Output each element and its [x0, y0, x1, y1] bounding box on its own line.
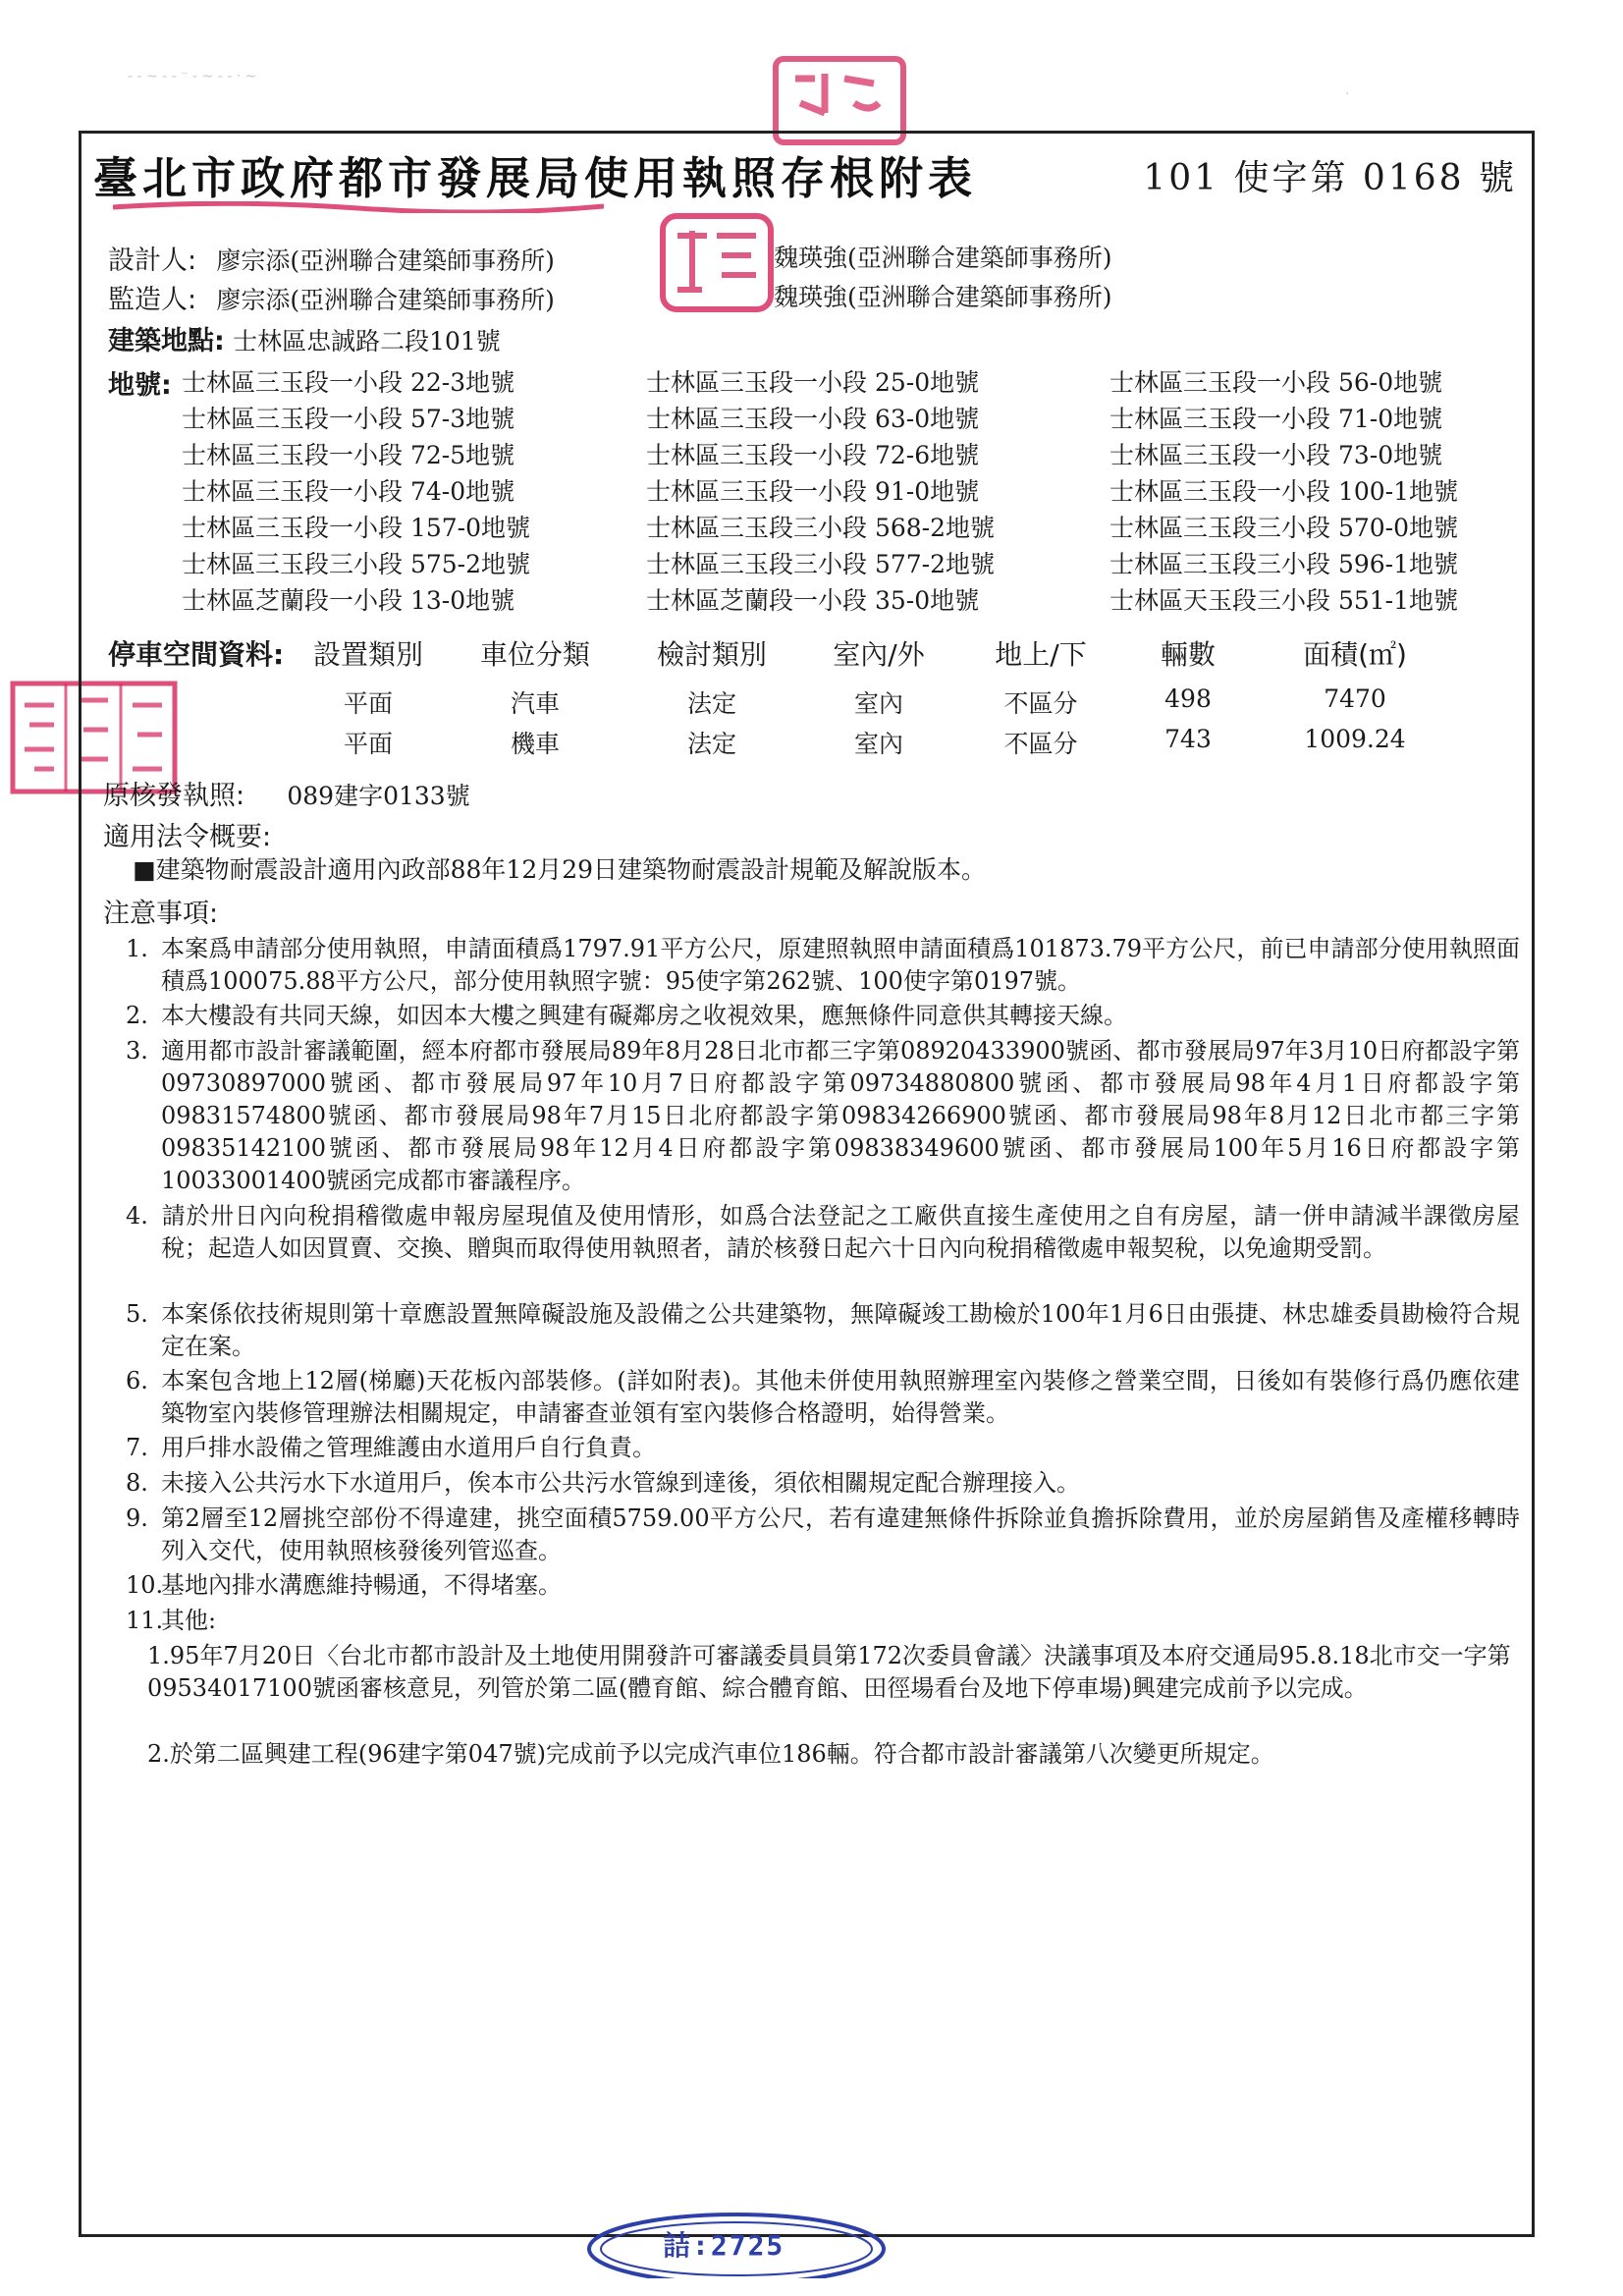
note-text: 本大樓設有共同天線，如因本大樓之興建有礙鄰房之收視效果，應無條件同意供其轉接天線。 — [161, 1002, 1127, 1029]
note-text: 基地內排水溝應維持暢通，不得堵塞。 — [161, 1571, 562, 1599]
parking-cell: 平面 — [343, 730, 393, 758]
designer-name-1: 廖宗添(亞洲聯合建築師事務所) — [216, 246, 555, 275]
parking-cell: 室內 — [853, 730, 903, 758]
lot-entry: 士林區三玉段一小段 100-1地號 — [1109, 477, 1459, 506]
note-text: 第2層至12層挑空部份不得違建，挑空面積5759.00平方公尺，若有違建無條件拆除並負擔拆除費用，並於房屋銷售及產權移轉時列入交代，使用執照核發後列管巡查。 — [161, 1504, 1520, 1564]
note-number: 5. — [126, 1300, 148, 1328]
parking-cell: 1009.24 — [1304, 725, 1406, 753]
note-number: 4. — [126, 1202, 148, 1230]
parking-cell: 7470 — [1324, 684, 1386, 713]
designer-label: 設計人: — [108, 246, 197, 276]
supervisor-row — [108, 278, 555, 316]
note-number: 7. — [126, 1434, 148, 1461]
parking-cell: 不區分 — [1003, 730, 1078, 758]
scan-artifact: - - ~ - - ⁻ - ~ - - · ~ — [128, 69, 257, 84]
permit-number: 101 使字第 0168 號 — [1143, 158, 1517, 198]
parking-cell: 平面 — [343, 689, 393, 718]
lot-entry: 士林區三玉段一小段 63-0地號 — [646, 405, 980, 433]
note-item — [126, 1605, 1520, 1637]
lot-entry: 士林區三玉段一小段 56-0地號 — [1109, 368, 1443, 397]
note-item — [126, 1467, 1520, 1500]
note-number: 3. — [126, 1037, 148, 1065]
parking-header: 設置類別 — [312, 638, 423, 671]
stamp-number: 詰:2725 — [663, 2229, 785, 2262]
lot-entry: 士林區三玉段一小段 72-5地號 — [182, 441, 515, 469]
note-number: 9. — [126, 1504, 148, 1532]
note-text: 請於卅日內向稅捐稽徵處申報房屋現值及使用情形，如爲合法登記之工廠供直接生產使用之自有房屋，請一併申請減半課徵房屋稅；起造人如因買賣、交換、贈與而取得使用執照者，請於核發日起六十日內向稅捐稽徵處申報契稅，以免逾期受罰。 — [161, 1202, 1520, 1262]
site-row — [108, 319, 501, 357]
supervisor-label: 監造人: — [108, 285, 197, 315]
note-number: 1. — [126, 935, 148, 962]
parking-cell: 法定 — [686, 689, 736, 718]
original-permit-label: 原核發執照: — [103, 781, 245, 811]
note-text: 其他: — [161, 1607, 217, 1634]
parking-cell: 743 — [1164, 725, 1212, 753]
supervisor-name-2: 魏瑛強(亞洲聯合建築師事務所) — [774, 283, 1112, 311]
note-sub-item: 2.於第二區興建工程(96建字第047號)完成前予以完成汽車位186輛。符合都市設計審議第八次變更所規定。 — [147, 1740, 1274, 1768]
lot-entry: 士林區芝蘭段一小段 35-0地號 — [646, 586, 980, 615]
lot-entry: 士林區芝蘭段一小段 13-0地號 — [182, 586, 515, 615]
note-text: 適用都市設計審議範圍，經本府都市發展局89年8月28日北市都三字第08920433900號函、都市發展局97年3月10日府都設字第09730897000號函、都市發展局97年10月7日府都設字第09734880800號函、都市發展局98年4月1日府都設字第09831574800號函、都市發展局98年7月15日北府都設字第09834266900號函、都市發展局98年8月12日北市都三字第09835142100號函、都市發展局98年12月4日府都設字第09838349600號函、都市發展局100年5月16日府都設字第10033001400號函完成都市審議程序。 — [161, 1037, 1520, 1194]
designer-name-2: 魏瑛強(亞洲聯合建築師事務所) — [774, 244, 1112, 272]
note-text: 未接入公共污水下水道用戶，俟本市公共污水管線到達後，須依相關規定配合辦理接入。 — [161, 1469, 1080, 1497]
note-item — [126, 933, 1520, 998]
lot-entry: 士林區三玉段一小段 71-0地號 — [1109, 405, 1443, 433]
lot-entry: 士林區天玉段三小段 551-1地號 — [1109, 586, 1459, 615]
note-item — [126, 1365, 1520, 1430]
note-number: 2. — [126, 1002, 148, 1029]
original-permit-row — [103, 774, 470, 812]
supervisor-name-1: 廖宗添(亞洲聯合建築師事務所) — [216, 286, 555, 314]
parking-cell: 法定 — [686, 730, 736, 758]
note-number: 10. — [126, 1571, 164, 1599]
lot-entry: 士林區三玉段三小段 577-2地號 — [646, 550, 996, 578]
parking-header: 地上/下 — [995, 638, 1087, 671]
parking-cell: 不區分 — [1003, 689, 1078, 718]
parking-header: 車位分類 — [479, 638, 590, 671]
lot-entry: 士林區三玉段一小段 57-3地號 — [182, 405, 515, 433]
notes-label: 注意事項: — [103, 899, 219, 929]
parking-cell: 498 — [1164, 684, 1212, 713]
note-text: 用戶排水設備之管理維護由水道用戶自行負責。 — [161, 1434, 656, 1461]
original-permit-value: 089建字0133號 — [287, 782, 470, 810]
note-item — [126, 1000, 1520, 1032]
lot-entry: 士林區三玉段一小段 74-0地號 — [182, 477, 515, 506]
site-address: 士林區忠誠路二段101號 — [233, 327, 501, 355]
lot-entry: 士林區三玉段三小段 596-1地號 — [1109, 550, 1459, 578]
note-text: 本案爲申請部分使用執照，申請面積爲1797.91平方公尺，原建照執照申請面積爲101873.79平方公尺，前已申請部分使用執照面積爲100075.88平方公尺，部分使用執照字號：95使字第262號、100使字第0197號。 — [161, 935, 1520, 995]
parking-header: 輛數 — [1160, 638, 1216, 671]
lot-entry: 士林區三玉段一小段 157-0地號 — [182, 514, 531, 542]
note-item — [126, 1503, 1520, 1567]
lot-entry: 士林區三玉段一小段 25-0地號 — [646, 368, 980, 397]
laws-item: ■建築物耐震設計適用內政部88年12月29日建築物耐震設計規範及解說版本。 — [133, 855, 987, 884]
note-item — [126, 1298, 1520, 1363]
note-number: 11. — [126, 1607, 164, 1634]
note-sub-item: 1.95年7月20日〈台北市都市設計及土地使用開發許可審議委員員第172次委員會議〉決議事項及本府交通局95.8.18北市交一字第09534017100號函審核意見，列管於第二區(體育館、綜合體育館、田徑場看台及地下停車場)興建完成前予以完成。 — [147, 1642, 1511, 1702]
designer-row — [108, 239, 555, 277]
lot-entry: 士林區三玉段一小段 91-0地號 — [646, 477, 980, 506]
note-number: 6. — [126, 1367, 148, 1394]
parking-label: 停車空間資料: — [108, 638, 285, 671]
parking-cell: 室內 — [853, 689, 903, 718]
note-item — [126, 1200, 1520, 1265]
parking-cell: 汽車 — [510, 689, 560, 718]
note-text: 本案係依技術規則第十章應設置無障礙設施及設備之公共建築物，無障礙竣工勘檢於100年1月6日由張捷、林忠雄委員勘檢符合規定在案。 — [161, 1300, 1520, 1360]
document-title: 臺北市政府都市發展局使用執照存根附表 — [93, 152, 978, 204]
note-item — [126, 1035, 1520, 1197]
lot-entry: 士林區三玉段一小段 72-6地號 — [646, 441, 980, 469]
lot-entry: 士林區三玉段三小段 570-0地號 — [1109, 514, 1459, 542]
lot-entry: 士林區三玉段一小段 73-0地號 — [1109, 441, 1443, 469]
title-row — [93, 142, 1527, 211]
parking-cell: 機車 — [510, 730, 560, 758]
site-label: 建築地點: — [108, 326, 225, 356]
note-number: 8. — [126, 1469, 148, 1497]
note-item — [126, 1432, 1520, 1464]
parking-header: 室內/外 — [833, 638, 925, 671]
lot-entry: 士林區三玉段三小段 575-2地號 — [182, 550, 531, 578]
lot-entry: 士林區三玉段三小段 568-2地號 — [646, 514, 996, 542]
note-text: 本案包含地上12層(梯廳)天花板內部裝修。(詳如附表)。其他未併使用執照辦理室內裝修之營業空間，日後如有裝修行爲仍應依建築物室內裝修管理辦法相關規定，申請審查並領有室內裝修合格證明，始得營業。 — [161, 1367, 1520, 1427]
laws-label: 適用法令概要: — [103, 822, 272, 852]
scan-artifact: · — [1345, 86, 1350, 102]
lot-entry: 士林區三玉段一小段 22-3地號 — [182, 368, 515, 397]
title-underline-mark — [113, 201, 604, 213]
lots-label: 地號: — [108, 370, 172, 401]
note-item — [126, 1569, 1520, 1602]
parking-header: 檢討類別 — [656, 638, 767, 671]
parking-header: 面積(㎡) — [1303, 638, 1407, 671]
